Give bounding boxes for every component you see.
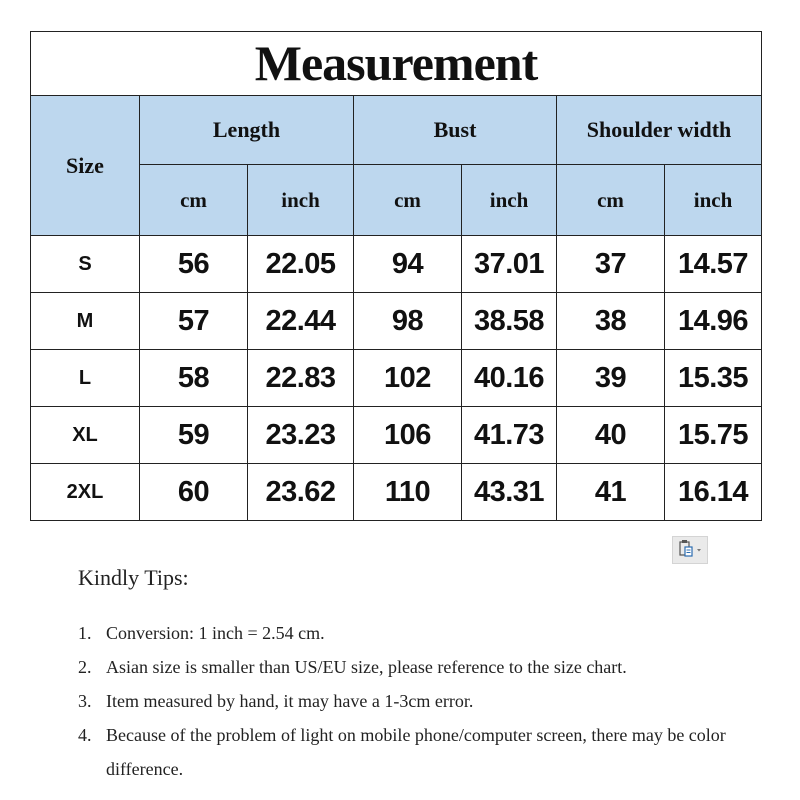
bust-inch-cell: 41.73 (462, 407, 557, 464)
size-chart (30, 31, 761, 521)
unit-shoulder-cm: cm (557, 165, 665, 236)
shoulder-inch-cell: 14.57 (665, 236, 762, 293)
tips-list (78, 616, 768, 786)
bust-inch-cell: 38.58 (462, 293, 557, 350)
header-bust: Bust (354, 96, 557, 165)
clipboard-icon (673, 537, 707, 563)
length-inch-cell: 22.44 (248, 293, 354, 350)
bust-inch-cell: 40.16 (462, 350, 557, 407)
header-shoulder-width: Shoulder width (557, 96, 762, 165)
size-cell: XL (31, 407, 140, 464)
list-item (78, 718, 768, 786)
unit-length-inch: inch (248, 165, 354, 236)
list-text: Item measured by hand, it may have a 1-3cm error. (106, 691, 474, 711)
length-inch-cell: 23.62 (248, 464, 354, 521)
shoulder-cm-cell: 41 (557, 464, 665, 521)
length-inch-cell: 22.05 (248, 236, 354, 293)
list-item (78, 616, 768, 650)
unit-shoulder-inch: inch (665, 165, 762, 236)
table-title: Measurement (31, 32, 762, 96)
bust-inch-cell: 37.01 (462, 236, 557, 293)
list-item (78, 684, 768, 718)
bust-cm-cell: 102 (354, 350, 462, 407)
size-cell: L (31, 350, 140, 407)
list-number: 1. (78, 623, 92, 643)
size-cell: M (31, 293, 140, 350)
size-table (30, 31, 762, 521)
table-row (31, 464, 762, 521)
page-top-margin (0, 0, 800, 30)
list-text: Asian size is smaller than US/EU size, please reference to the size chart. (106, 657, 627, 677)
length-cm-cell: 58 (140, 350, 248, 407)
table-row (31, 236, 762, 293)
list-item (78, 650, 768, 684)
header-length: Length (140, 96, 354, 165)
length-inch-cell: 23.23 (248, 407, 354, 464)
length-inch-cell: 22.83 (248, 350, 354, 407)
tips-title: Kindly Tips: (78, 565, 189, 590)
shoulder-inch-cell: 15.75 (665, 407, 762, 464)
kindly-tips (78, 562, 768, 786)
length-cm-cell: 56 (140, 236, 248, 293)
length-cm-cell: 57 (140, 293, 248, 350)
shoulder-inch-cell: 16.14 (665, 464, 762, 521)
shoulder-cm-cell: 37 (557, 236, 665, 293)
bust-cm-cell: 94 (354, 236, 462, 293)
length-cm-cell: 59 (140, 407, 248, 464)
bust-cm-cell: 110 (354, 464, 462, 521)
table-row (31, 293, 762, 350)
shoulder-cm-cell: 38 (557, 293, 665, 350)
size-cell: 2XL (31, 464, 140, 521)
bust-cm-cell: 106 (354, 407, 462, 464)
table-row (31, 350, 762, 407)
size-cell: S (31, 236, 140, 293)
shoulder-inch-cell: 15.35 (665, 350, 762, 407)
unit-bust-cm: cm (354, 165, 462, 236)
table-row (31, 407, 762, 464)
bust-cm-cell: 98 (354, 293, 462, 350)
shoulder-cm-cell: 39 (557, 350, 665, 407)
list-number: 2. (78, 657, 92, 677)
paste-options-icon[interactable] (672, 536, 708, 564)
length-cm-cell: 60 (140, 464, 248, 521)
list-number: 3. (78, 691, 92, 711)
unit-bust-inch: inch (462, 165, 557, 236)
unit-length-cm: cm (140, 165, 248, 236)
bust-inch-cell: 43.31 (462, 464, 557, 521)
shoulder-inch-cell: 14.96 (665, 293, 762, 350)
list-number: 4. (78, 725, 92, 745)
header-size: Size (31, 96, 140, 236)
list-text: Conversion: 1 inch = 2.54 cm. (106, 623, 325, 643)
shoulder-cm-cell: 40 (557, 407, 665, 464)
list-text: Because of the problem of light on mobile phone/computer screen, there may be color difference. (106, 725, 726, 779)
